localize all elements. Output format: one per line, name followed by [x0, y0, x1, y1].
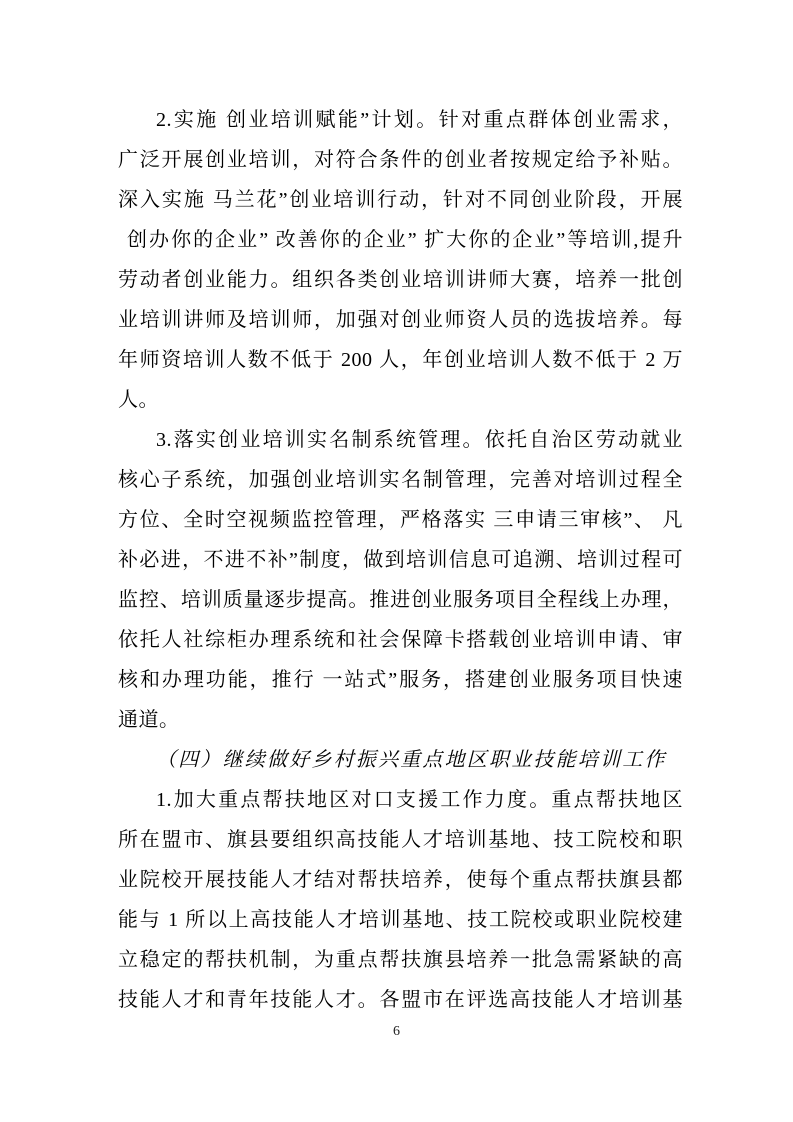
text-line: 核和办理功能，推行 一站式”服务，搭建创业服务项目快速 — [118, 669, 683, 691]
text-line: 3.落实创业培训实名制系统管理。依托自治区劳动就业 — [156, 429, 683, 451]
document-body — [118, 100, 683, 1020]
text-line: 依托人社综柜办理系统和社会保障卡搭载创业培训申请、审 — [118, 629, 683, 651]
text-line: 监控、培训质量逐步提高。推进创业服务项目全程线上办理， — [118, 589, 683, 611]
text-line: 2.实施 创业培训赋能”计划。针对重点群体创业需求， — [156, 109, 683, 131]
text-line: 方位、全时空视频监控管理，严格落实 三申请三审核”、 凡 — [118, 509, 683, 531]
text-line: 所在盟市、旗县要组织高技能人才培训基地、技工院校和职 — [118, 829, 683, 851]
text-line: 补必进，不进不补”制度，做到培训信息可追溯、培训过程可 — [118, 549, 683, 571]
section-heading: （四）继续做好乡村振兴重点地区职业技能培训工作 — [156, 749, 667, 771]
text-line: 广泛开展创业培训，对符合条件的创业者按规定给予补贴。 — [118, 149, 683, 171]
text-line: 1.加大重点帮扶地区对口支援工作力度。重点帮扶地区 — [156, 789, 683, 811]
text-line: 业培训讲师及培训师，加强对创业师资人员的选拔培养。每 — [118, 309, 683, 331]
text-line: 创办你的企业” 改善你的企业” 扩大你的企业”等培训,提升 — [127, 229, 683, 251]
text-line: 人。 — [118, 389, 159, 411]
text-line: 深入实施 马兰花”创业培训行动，针对不同创业阶段，开展 — [118, 189, 683, 211]
text-line: 劳动者创业能力。组织各类创业培训讲师大赛，培养一批创 — [118, 269, 683, 291]
text-line: 通道。 — [118, 709, 180, 731]
text-line: 核心子系统，加强创业培训实名制管理，完善对培训过程全 — [118, 469, 683, 491]
text-line: 立稳定的帮扶机制，为重点帮扶旗县培养一批急需紧缺的高 — [118, 949, 683, 971]
page-number: 6 — [393, 1024, 400, 1039]
text-line: 业院校开展技能人才结对帮扶培养，使每个重点帮扶旗县都 — [118, 869, 683, 891]
text-line: 技能人才和青年技能人才。各盟市在评选高技能人才培训基 — [118, 989, 683, 1011]
text-line: 年师资培训人数不低于 200 人，年创业培训人数不低于 2 万 — [118, 349, 683, 371]
text-line: 能与 1 所以上高技能人才培训基地、技工院校或职业院校建 — [118, 909, 683, 931]
